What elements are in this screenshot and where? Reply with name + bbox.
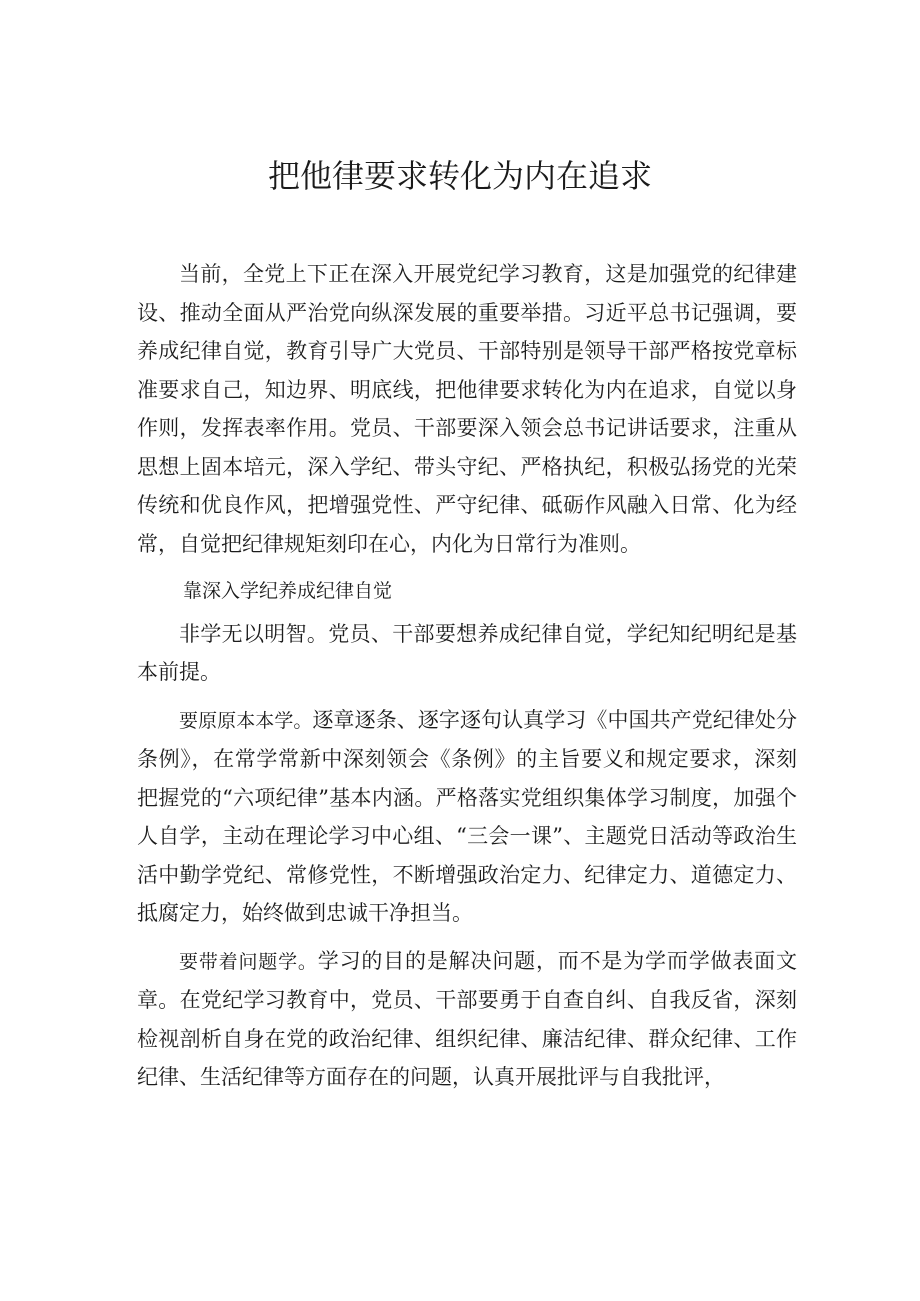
body-paragraph <box>137 615 797 692</box>
paragraph-text: 学习的目的是解决问题，而不是为学而学做表面文章。在党纪学习教育中，党员、干部要勇于自查自纠、自我反省，深刻检视剖析自身在党的政治纪律、组织纪律、廉洁纪律、群众纪律、工作纪律、生活纪律等方面存在的问题，认真开展批评与自我批评， <box>137 948 797 1089</box>
body-paragraph <box>137 942 797 1097</box>
document-body <box>137 255 797 1106</box>
body-paragraph <box>137 701 797 933</box>
document-title: 把他律要求转化为内在追求 <box>267 157 652 195</box>
intro-paragraph: 当前，全党上下正在深入开展党纪学习教育，这是加强党的纪律建设、推动全面从严治党向纵深发展的重要举措。习近平总书记强调，要养成纪律自觉，教育引导广大党员、干部特别是领导干部严格按党章标准要求自己，知边界、明底线，把他律要求转化为内在追求，自觉以身作则，发挥表率作用。党员、干部要深入领会总书记讲话要求，注重从思想上固本培元，深入学纪、带头守纪、严格执纪，积极弘扬党的光荣传统和优良作风，把增强党性、严守纪律、砥砺作风融入日常、化为经常，自觉把纪律规矩刻印在心，内化为日常行为准则。 <box>137 262 797 556</box>
paragraph-lead: 要原原本本学。 <box>179 709 313 732</box>
paragraph-text: 非学无以明智。党员、干部要想养成纪律自觉，学纪知纪明纪是基本前提。 <box>137 621 797 684</box>
paragraph-text: 逐章逐条、逐字逐句认真学习《中国共产党纪律处分条例》，在常学常新中深刻领会《条例》的主旨要义和规定要求，深刻把握党的“六项纪律”基本内涵。严格落实党组织集体学习制度，加强个人自学，主动在理论学习中心组、“三会一课”、主题党日活动等政治生活中勤学党纪、常修党性，不断增强政治定力、纪律定力、道德定力、抵腐定力，始终做到忠诚干净担当。 <box>137 707 797 925</box>
section-heading: 靠深入学纪养成纪律自觉 <box>183 580 393 602</box>
paragraph-lead: 要带着问题学。 <box>179 950 318 973</box>
